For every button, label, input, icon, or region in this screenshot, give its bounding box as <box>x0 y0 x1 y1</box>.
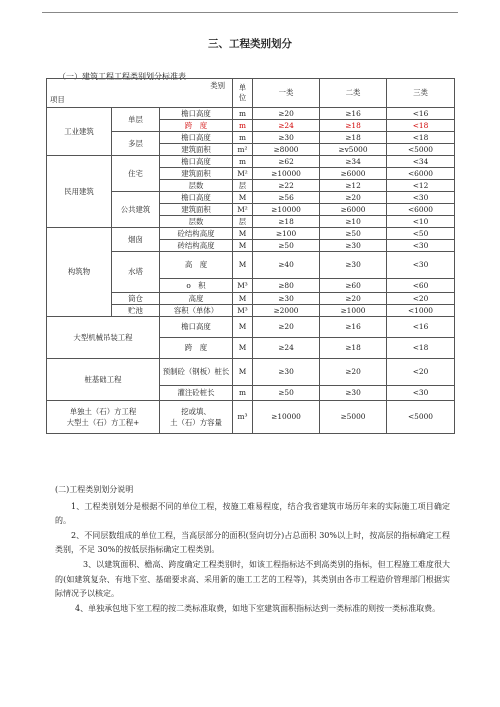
row-class-2: ≥12 <box>320 180 387 192</box>
row-unit: m <box>233 386 253 401</box>
row-class-3: <34 <box>387 156 455 168</box>
row-class-1: ≥80 <box>253 279 320 293</box>
row-class-1: ≥30 <box>253 359 320 386</box>
header-class-3: 三类 <box>387 79 455 108</box>
table-row <box>47 228 455 240</box>
subgroup-multi: 多层 <box>112 132 160 156</box>
row-item: 灌注砼桩长 <box>160 386 233 401</box>
row-class-3: <30 <box>387 252 455 279</box>
row-class-1: ≥22 <box>253 180 320 192</box>
row-class-3: <6000 <box>387 168 455 180</box>
row-class-2: ≥16 <box>320 108 387 120</box>
row-class-2: ≥6000 <box>320 204 387 216</box>
row-item: 檐口高度 <box>160 156 233 168</box>
table-row <box>47 359 455 386</box>
note-paragraph-3: 3、以建筑面积、檐高、跨度确定工程类别时，如该工程指标达不到高类别的指标，但工程施工难度很大的(如建筑复杂、有地下室、基础要求高、采用新的施工工艺的工程等)，其类别由各市工程造价管理部门根据实际情况予以核定。 <box>55 559 450 599</box>
subgroup-public: 公共建筑 <box>112 192 160 228</box>
row-unit: 层 <box>233 180 253 192</box>
group-civil: 民用建筑 <box>47 156 112 228</box>
row-unit: M <box>233 192 253 204</box>
row-unit: M² <box>233 168 253 180</box>
row-class-1: ≥40 <box>253 252 320 279</box>
notes-section <box>55 483 450 616</box>
row-item: 檐口高度 <box>160 132 233 144</box>
row-unit: M <box>233 338 253 359</box>
subgroup-house: 住宅 <box>112 156 160 192</box>
row-item: 建筑面积 <box>160 204 233 216</box>
row-class-1: ≥10000 <box>253 204 320 216</box>
header-item: 项目 <box>50 95 65 104</box>
row-class-2: ≥50 <box>320 228 387 240</box>
table-caption: （一）建筑工程工程类别划分标准表 <box>58 72 186 81</box>
header-unit: 单 位 <box>233 79 253 108</box>
table-row <box>47 401 455 434</box>
row-item: 挖或填、 土（石）方容量 <box>160 401 233 434</box>
page-title: 三、工程类别划分 <box>208 38 292 50</box>
subgroup-tank: 贮池 <box>112 305 160 317</box>
group-industrial: 工业建筑 <box>47 108 112 156</box>
row-item: 檐口高度 <box>160 317 233 338</box>
group-crane: 大型机械吊装工程 <box>47 317 160 359</box>
row-class-3: <1000 <box>387 305 455 317</box>
row-unit: M <box>233 240 253 252</box>
row-class-2: ≥30 <box>320 252 387 279</box>
row-class-1: ≥50 <box>253 240 320 252</box>
row-unit: 层 <box>233 216 253 228</box>
subgroup-silo: 筒仓 <box>112 293 160 305</box>
group-pile: 桩基础工程 <box>47 359 160 401</box>
row-class-1: ≥100 <box>253 228 320 240</box>
row-item: 层数 <box>160 216 233 228</box>
row-class-2: ≥60 <box>320 279 387 293</box>
header-category: 类别 <box>210 81 225 90</box>
row-class-1: ≥24 <box>253 338 320 359</box>
notes-heading: (二)工程类别划分说明 <box>55 485 134 494</box>
row-class-2: ≥20 <box>320 359 387 386</box>
row-item: 砼结构高度 <box>160 228 233 240</box>
row-unit: m <box>233 132 253 144</box>
row-class-2: ≥v5000 <box>320 144 387 156</box>
row-class-2: ≥18 <box>320 132 387 144</box>
row-item: 建筑面积 <box>160 144 233 156</box>
row-class-2: ≥20 <box>320 293 387 305</box>
row-item: ο 积 <box>160 279 233 293</box>
row-class-1: ≥30 <box>253 293 320 305</box>
row-class-3: <20 <box>387 359 455 386</box>
row-item: 砖结构高度 <box>160 240 233 252</box>
row-class-3: <16 <box>387 108 455 120</box>
row-item: 预制砼（钢板）桩长 <box>160 359 233 386</box>
row-class-3: <16 <box>387 317 455 338</box>
row-unit: m² <box>233 144 253 156</box>
row-class-2: ≥30 <box>320 240 387 252</box>
row-class-1: ≥2000 <box>253 305 320 317</box>
note-paragraph-2: 2、不同层数组成的单位工程，当高层部分的面积(竖向切分)占总面积 30%以上时，按高层的指标确定工程类别，不足 30%的按低层指标确定工程类别。 <box>55 530 450 555</box>
row-class-3: <30 <box>387 386 455 401</box>
row-class-3: <20 <box>387 293 455 305</box>
row-class-3: <18 <box>387 132 455 144</box>
classification-table <box>46 78 455 434</box>
header-class-1: 一类 <box>253 79 320 108</box>
subgroup-single: 单层 <box>112 108 160 132</box>
row-unit: M <box>233 317 253 338</box>
row-class-1: ≥62 <box>253 156 320 168</box>
row-item: 层数 <box>160 180 233 192</box>
row-class-3: <6000 <box>387 204 455 216</box>
row-class-3: <10 <box>387 216 455 228</box>
table-row <box>47 108 455 120</box>
row-item: 檐口高度 <box>160 108 233 120</box>
subgroup-chimney: 烟囱 <box>112 228 160 252</box>
row-class-2: ≥30 <box>320 386 387 401</box>
row-unit: m <box>233 120 253 132</box>
row-item: 檐口高度 <box>160 192 233 204</box>
row-class-3: <5000 <box>387 401 455 434</box>
table-row <box>47 317 455 338</box>
row-class-1: ≥8000 <box>253 144 320 156</box>
row-class-2: ≥18 <box>320 338 387 359</box>
row-unit: m <box>233 108 253 120</box>
row-unit: m³ <box>233 401 253 434</box>
row-item: 跨 度 <box>160 338 233 359</box>
row-class-2: ≥1000 <box>320 305 387 317</box>
row-class-3: <18 <box>387 338 455 359</box>
row-class-1: ≥56 <box>253 192 320 204</box>
row-unit: M³ <box>233 279 253 293</box>
row-item: 建筑面积 <box>160 168 233 180</box>
row-item: 跨 度 <box>160 120 233 132</box>
row-class-2: ≥16 <box>320 317 387 338</box>
row-item: 高度 <box>160 293 233 305</box>
row-class-3: <12 <box>387 180 455 192</box>
row-class-2: ≥18 <box>320 120 387 132</box>
row-unit: M³ <box>233 305 253 317</box>
header-corner <box>47 79 233 108</box>
row-class-3: <60 <box>387 279 455 293</box>
row-class-3: <30 <box>387 240 455 252</box>
group-earth: 单独土（石）方工程 大型土（石）方工程+ <box>47 401 160 434</box>
row-class-2: ≥6000 <box>320 168 387 180</box>
row-class-1: ≥10000 <box>253 401 320 434</box>
row-class-1: ≥20 <box>253 108 320 120</box>
table-header-row <box>47 79 455 108</box>
row-class-1: ≥30 <box>253 132 320 144</box>
subgroup-tower: 水塔 <box>112 252 160 293</box>
row-class-2: ≥20 <box>320 192 387 204</box>
row-class-2: ≥10 <box>320 216 387 228</box>
row-unit: M <box>233 228 253 240</box>
row-class-3: <5000 <box>387 144 455 156</box>
header-class-2: 二类 <box>320 79 387 108</box>
row-item: 容积（单体） <box>160 305 233 317</box>
row-unit: M² <box>233 204 253 216</box>
row-unit: m <box>233 156 253 168</box>
row-class-1: ≥20 <box>253 317 320 338</box>
row-class-1: ≥50 <box>253 386 320 401</box>
note-paragraph-1: 1、工程类别划分是根据不同的单位工程，按施工难易程度，结合我省建筑市场历年来的实际施工项目确定的。 <box>55 501 450 526</box>
row-class-1: ≥24 <box>253 120 320 132</box>
row-class-3: <30 <box>387 192 455 204</box>
row-unit: M <box>233 359 253 386</box>
row-class-1: ≥18 <box>253 216 320 228</box>
row-item: 高 度 <box>160 252 233 279</box>
row-class-3: <18 <box>387 120 455 132</box>
row-class-2: ≥5000 <box>320 401 387 434</box>
row-class-3: <50 <box>387 228 455 240</box>
note-paragraph-4: 4、单独承包地下室工程的按二类标准取费，如地下室建筑面积指标达到一类标准的则按一类标准取费。 <box>75 603 441 613</box>
row-class-1: ≥10000 <box>253 168 320 180</box>
row-unit: M <box>233 252 253 279</box>
row-unit: M <box>233 293 253 305</box>
group-structure: 构筑物 <box>47 228 112 317</box>
table-row <box>47 156 455 168</box>
top-rule <box>42 12 458 13</box>
row-class-2: ≥34 <box>320 156 387 168</box>
